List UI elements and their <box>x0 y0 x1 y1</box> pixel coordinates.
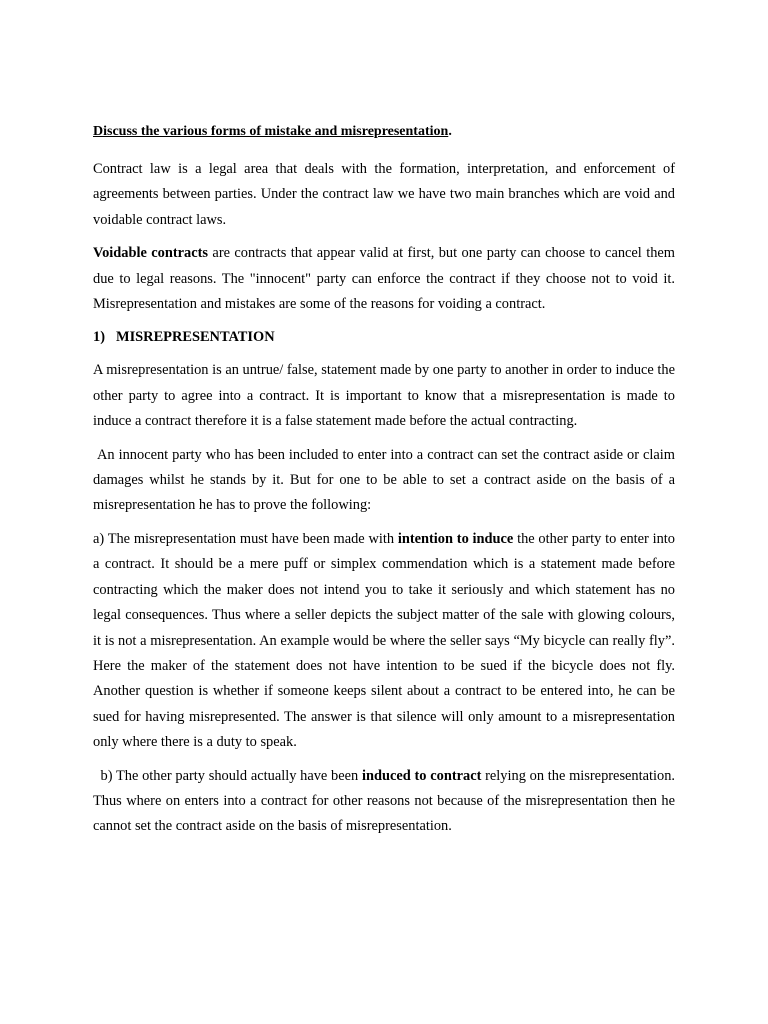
point-b-text: relying on the misrepresentation. Thus where on enters into a contract for other reasons not because of the misrepresentation then he cannot set the contract aside on the basis of misrepresentation. <box>93 767 679 835</box>
document-title <box>93 119 675 144</box>
point-b-paragraph <box>93 764 679 840</box>
section-number: 1) <box>93 329 105 346</box>
document-title-period: . <box>448 124 452 139</box>
document-title-text: Discuss the various forms of mistake and misrepresentation <box>93 124 449 139</box>
point-b-bold: induced to contract <box>361 767 482 784</box>
voidable-paragraph <box>93 241 675 317</box>
innocent-party-paragraph: An innocent party who has been included to enter into a contract can set the contract aside or claim damages whilst he stands by it. But for one to be able to set a contract aside on the basis of a misrepresentation he has to prove the following: <box>93 446 679 514</box>
definition-paragraph: A misrepresentation is an untrue/ false, statement made by one party to another in order to induce the other party to agree into a contract. It is important to know that a misrepresentation is made to induce a contract therefore it is a false statement made before the actual contracting. <box>93 362 675 430</box>
intro-paragraph: Contract law is a legal area that deals with the formation, interpretation, and enforcement of agreements between parties. Under the contract law we have two main branches which are void and voidable contract laws. <box>93 161 675 228</box>
section-title: MISREPRESENTATION <box>116 329 275 346</box>
section-heading-misrepresentation <box>93 325 675 350</box>
point-a-text: the other party to enter into a contract. It should be a mere puff or simplex commendation which is a statement made before contracting which the maker does not intend you to take it seriously and which statement has no legal consequences. Thus where a seller depicts the subject matter of the sale with glowing colours, it is not a misrepresentation. An example would be where the seller says “My bicycle can really fly”. Here the maker of the statement does not have intention to be sued if the bicycle does not fly. Another question is whether if someone keeps silent about a contract to be entered into, he can be sued for having misrepresented. The answer is that silence will only amount to a misrepresentation only where there is a duty to speak. <box>93 530 675 751</box>
point-a-bold: intention to induce <box>397 530 514 547</box>
document-page <box>93 119 679 848</box>
point-a-paragraph <box>93 527 675 756</box>
point-a-lead: a) The misrepresentation must have been made with <box>93 530 398 547</box>
voidable-term: Voidable contracts <box>93 245 209 262</box>
voidable-text: are contracts that appear valid at first, but one party can choose to cancel them due to legal reasons. The "innocent" party can enforce the contract if they choose not to void it. Misrepresentation and mistakes are some of the reasons for voiding a contract. <box>93 245 675 313</box>
point-b-lead: b) The other party should actually have been <box>93 767 362 784</box>
